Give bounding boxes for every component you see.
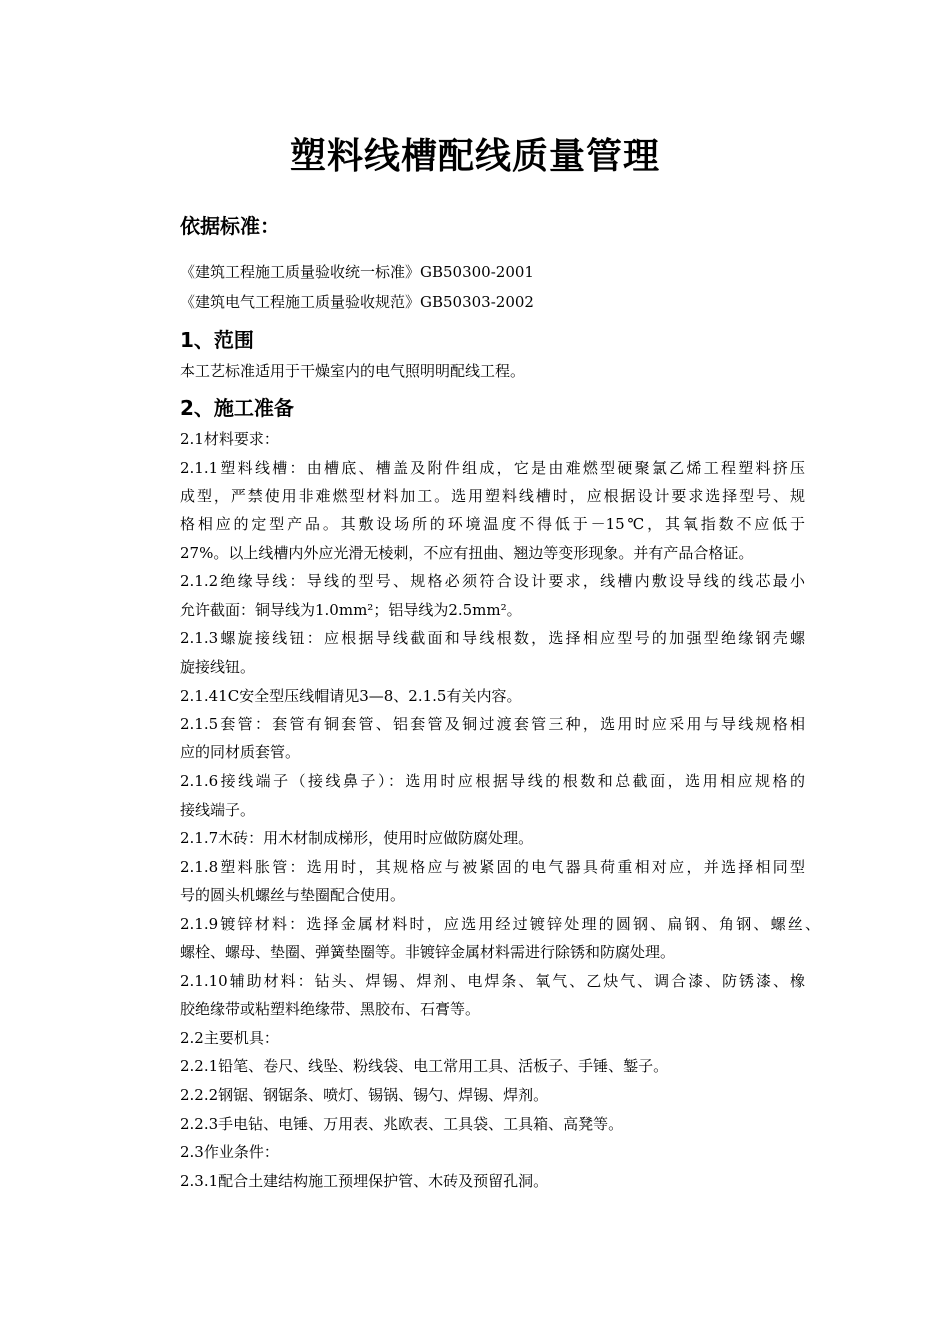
basis-heading: 依据标准： — [180, 214, 280, 238]
body-line: 2.1.1塑料线槽：由槽底、槽盖及附件组成，它是由难燃型硬聚氯乙烯工程塑料挤压 — [180, 459, 805, 477]
body-line: 2.1.10辅助材料：钻头、焊锡、焊剂、电焊条、氧气、乙炔气、调合漆、防锈漆、橡 — [180, 972, 805, 990]
body-line: 应的同材质套管。 — [180, 743, 301, 761]
body-line: 2.2.3手电钻、电锤、万用表、兆欧表、工具袋、工具箱、高凳等。 — [180, 1115, 624, 1133]
body-line: 号的圆头机螺丝与垫圈配合使用。 — [180, 886, 406, 904]
section1-heading: 1、范围 — [180, 328, 254, 352]
body-line: 旋接线钮。 — [180, 658, 256, 676]
body-line: 2.2.1铅笔、卷尺、线坠、粉线袋、电工常用工具、活板子、手锤、錾子。 — [180, 1057, 669, 1075]
body-line: 本工艺标准适用于干燥室内的电气照明明配线工程。 — [180, 362, 526, 380]
body-line: 允许截面：铜导线为1.0mm²；铝导线为2.5mm²。 — [180, 601, 522, 619]
body-line: 2.1.41C安全型压线帽请见3—8、2.1.5有关内容。 — [180, 687, 522, 705]
body-line: 2.2主要机具： — [180, 1029, 279, 1047]
body-line: 2.1.9镀锌材料：选择金属材料时，应选用经过镀锌处理的圆钢、扁钢、角钢、螺丝、 — [180, 915, 820, 933]
body-line: 2.1.5套管：套管有铜套管、铝套管及铜过渡套管三种，选用时应采用与导线规格相 — [180, 715, 805, 733]
basis-ref: 《建筑电气工程施工质量验收规范》GB50303-2002 — [180, 293, 534, 311]
body-line: 接线端子。 — [180, 801, 256, 819]
page-title: 塑料线槽配线质量管理 — [289, 136, 660, 177]
body-line: 成型，严禁使用非难燃型材料加工。选用塑料线槽时，应根据设计要求选择型号、规 — [180, 487, 805, 505]
body-line: 2.1.6接线端子（接线鼻子）：选用时应根据导线的根数和总截面，选用相应规格的 — [180, 772, 805, 790]
body-line: 2.1材料要求： — [180, 430, 279, 448]
basis-ref: 《建筑工程施工质量验收统一标准》GB50300-2001 — [180, 263, 534, 281]
section2-heading: 2、施工准备 — [180, 396, 294, 420]
body-line: 螺栓、螺母、垫圈、弹簧垫圈等。非镀锌金属材料需进行除锈和防腐处理。 — [180, 943, 676, 961]
body-line: 2.1.7木砖：用木材制成梯形，使用时应做防腐处理。 — [180, 829, 534, 847]
body-line: 27%。以上线槽内外应光滑无棱刺，不应有扭曲、翘边等变形现象。并有产品合格证。 — [180, 544, 754, 562]
body-line: 格相应的定型产品。其敷设场所的环境温度不得低于－15℃，其氧指数不应低于 — [180, 515, 805, 533]
body-line: 2.2.2钢锯、钢锯条、喷灯、锡锅、锡勺、焊锡、焊剂。 — [180, 1086, 549, 1104]
body-line: 胶绝缘带或粘塑料绝缘带、黑胶布、石膏等。 — [180, 1000, 481, 1018]
body-line: 2.3作业条件： — [180, 1143, 279, 1161]
body-line: 2.3.1配合土建结构施工预埋保护管、木砖及预留孔洞。 — [180, 1172, 549, 1190]
body-line: 2.1.2绝缘导线：导线的型号、规格必须符合设计要求，线槽内敷设导线的线芯最小 — [180, 572, 805, 590]
body-line: 2.1.3螺旋接线钮：应根据导线截面和导线根数，选择相应型号的加强型绝缘钢壳螺 — [180, 629, 805, 647]
body-line: 2.1.8塑料胀管：选用时，其规格应与被紧固的电气器具荷重相对应，并选择相同型 — [180, 858, 805, 876]
